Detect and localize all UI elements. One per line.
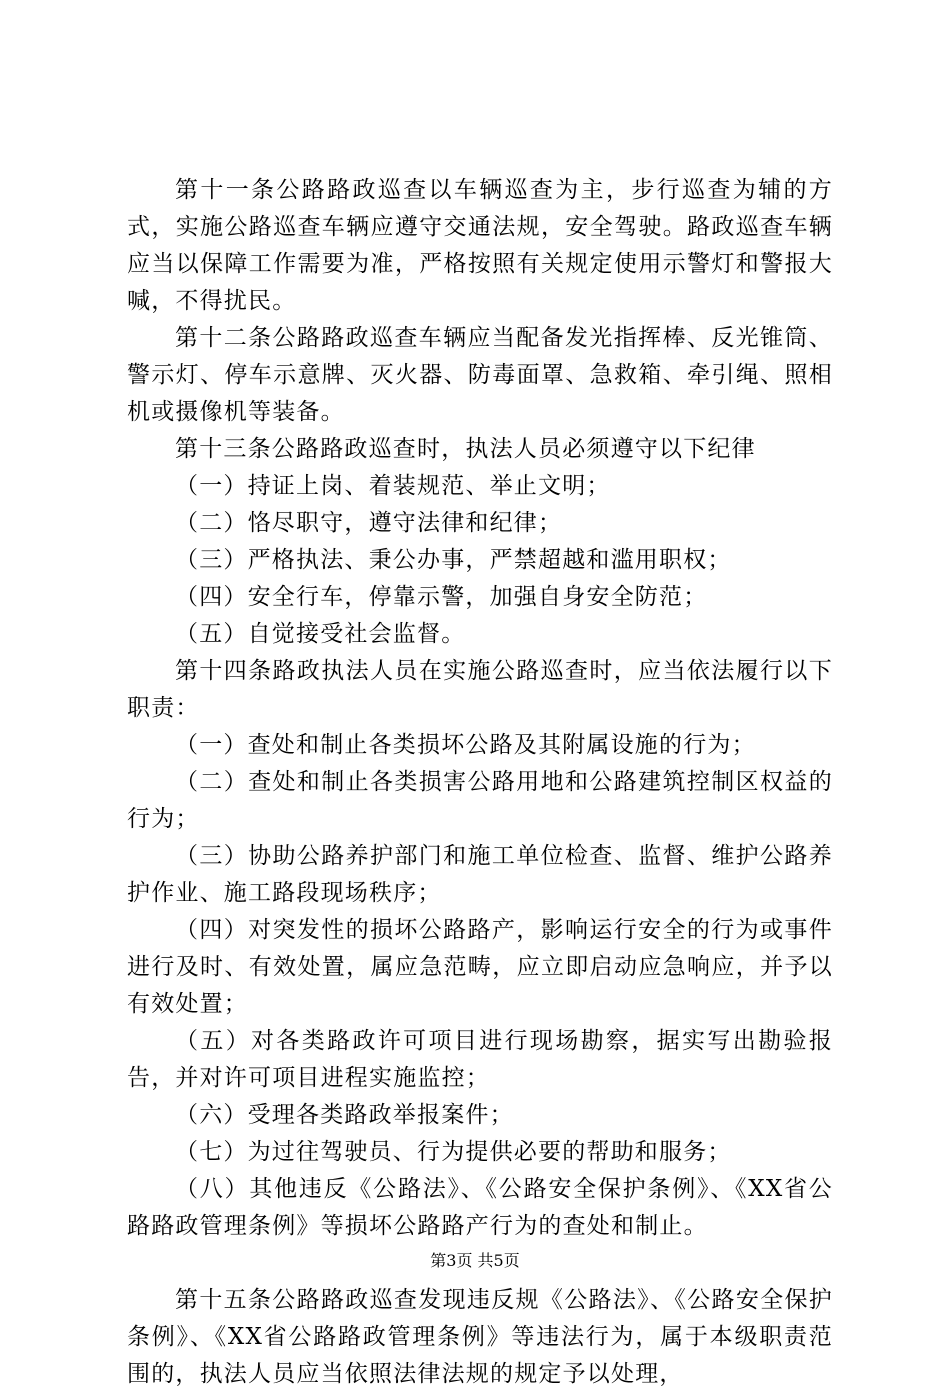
article-14-item-5: （五）对各类路政许可项目进行现场勘察，据实写出勘验报告，并对许可项目进程实施监控；	[127, 1028, 833, 1091]
article-14-item-2: （二）查处和制止各类损害公路用地和公路建筑控制区权益的行为；	[127, 769, 833, 832]
article-13: 第十三条公路路政巡查时，执法人员必须遵守以下纪律	[175, 436, 756, 462]
article-13-item-2: （二）恪尽职守，遵守法律和纪律；	[175, 510, 563, 536]
document-body	[127, 172, 833, 1393]
page-number: 第3页 共5页	[430, 1251, 520, 1270]
article-14: 第十四条路政执法人员在实施公路巡查时，应当依法履行以下职责：	[127, 658, 833, 721]
article-13-item-1: （一）持证上岗、着装规范、举止文明；	[175, 473, 611, 499]
article-14-item-1: （一）查处和制止各类损坏公路及其附属设施的行为；	[175, 732, 756, 758]
article-14-item-8: （八）其他违反《公路法》、《公路安全保护条例》、《XX省公路路政管理条例》等损坏公路路产行为的查处和制止。	[127, 1176, 833, 1239]
article-13-item-3: （三）严格执法、秉公办事，严禁超越和滥用职权；	[175, 547, 732, 573]
article-14-item-3: （三）协助公路养护部门和施工单位检查、监督、维护公路养护作业、施工路段现场秩序；	[127, 843, 833, 906]
article-13-item-5: （五）自觉接受社会监督。	[175, 621, 466, 647]
article-14-item-4: （四）对突发性的损坏公路路产，影响运行安全的行为或事件进行及时、有效处置，属应急范畴，应立即启动应急响应，并予以有效处置；	[127, 917, 833, 1017]
article-12: 第十二条公路路政巡查车辆应当配备发光指挥棒、反光锥筒、警示灯、停车示意牌、灭火器、防毒面罩、急救箱、牵引绳、照相机或摄像机等装备。	[127, 325, 833, 425]
article-11: 第十一条公路路政巡查以车辆巡查为主，步行巡查为辅的方式，实施公路巡查车辆应遵守交通法规，安全驾驶。路政巡查车辆应当以保障工作需要为准，严格按照有关规定使用示警灯和警报大喊，不得扰民。	[127, 177, 833, 314]
article-14-item-7: （七）为过往驾驶员、行为提供必要的帮助和服务；	[175, 1139, 732, 1165]
article-13-item-4: （四）安全行车，停靠示警，加强自身安全防范；	[175, 584, 708, 610]
article-15: 第十五条公路路政巡查发现违反规《公路法》、《公路安全保护条例》、《XX省公路路政管理条例》等违法行为，属于本级职责范围的，执法人员应当依照法律法规的规定予以处理，	[127, 1287, 833, 1387]
article-14-item-6: （六）受理各类路政举报案件；	[175, 1102, 514, 1128]
